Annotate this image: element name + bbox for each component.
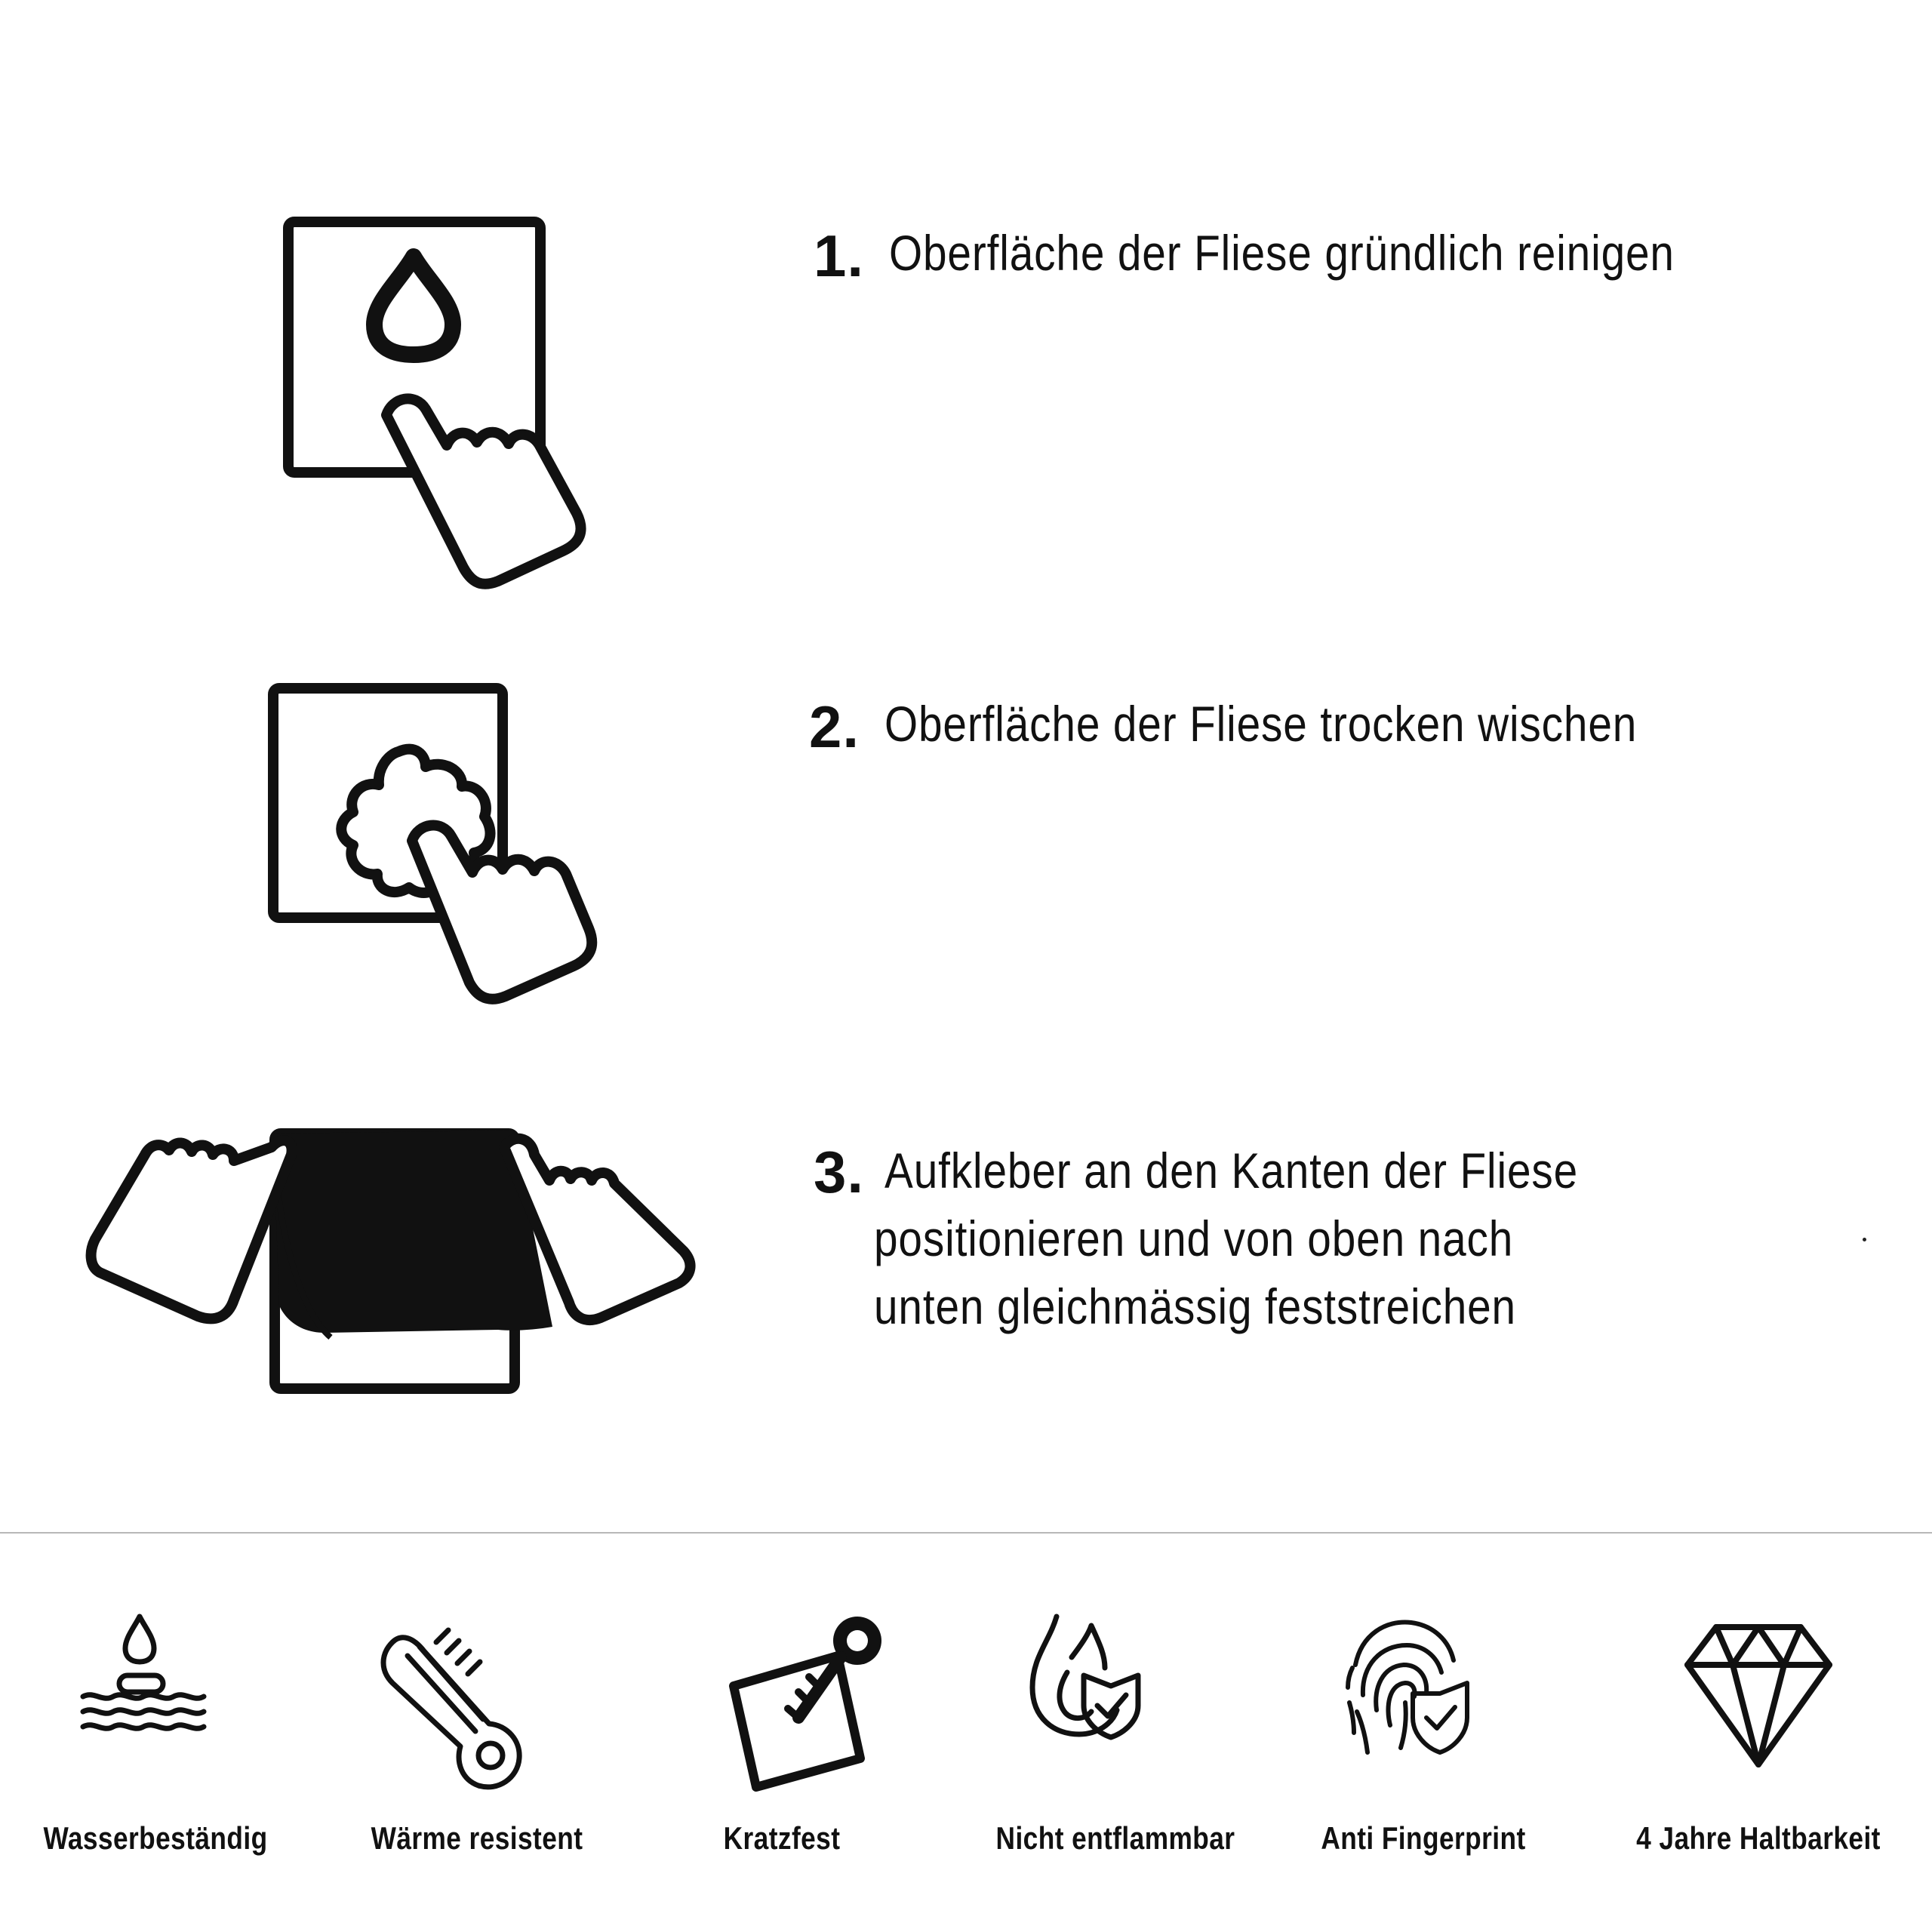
section-divider [0, 1532, 1932, 1534]
fingerprint-shield-icon [1340, 1612, 1476, 1763]
step-text-line: Oberfläche der Fliese trocken wischen [884, 696, 1638, 752]
step-text-line: Aufkleber an den Kanten der Fliese [884, 1143, 1579, 1198]
feature-label: 4 Jahre Haltbarkeit [1636, 1820, 1881, 1856]
key-scratch-icon [724, 1612, 898, 1793]
thermometer-icon [377, 1612, 543, 1793]
stray-dot [1863, 1238, 1866, 1241]
step-text-line: positionieren und von oben nach [874, 1211, 1514, 1266]
step-text-line: Oberfläche der Fliese gründlich reinigen [889, 225, 1675, 281]
feature-label: Kratzfest [723, 1820, 841, 1856]
tile-cloth-hand-icon [264, 679, 604, 1004]
hands-applying-sticker-icon [91, 1124, 702, 1396]
feature-label: Wasserbeständig [43, 1820, 268, 1856]
tile-water-drop-hand-icon [272, 211, 604, 581]
step-number: 2. [809, 694, 860, 760]
feature-label: Wärme resistent [371, 1820, 583, 1856]
feature-label: Nicht entflammbar [995, 1820, 1235, 1856]
feature-label: Anti Fingerprint [1321, 1820, 1526, 1856]
step-text-line: unten gleichmässig feststreichen [874, 1278, 1516, 1334]
diamond-icon [1683, 1621, 1834, 1772]
flame-shield-icon [1026, 1612, 1155, 1748]
step-number: 1. [814, 223, 865, 289]
step-number: 3. [814, 1139, 865, 1205]
water-resistant-icon [75, 1612, 211, 1748]
